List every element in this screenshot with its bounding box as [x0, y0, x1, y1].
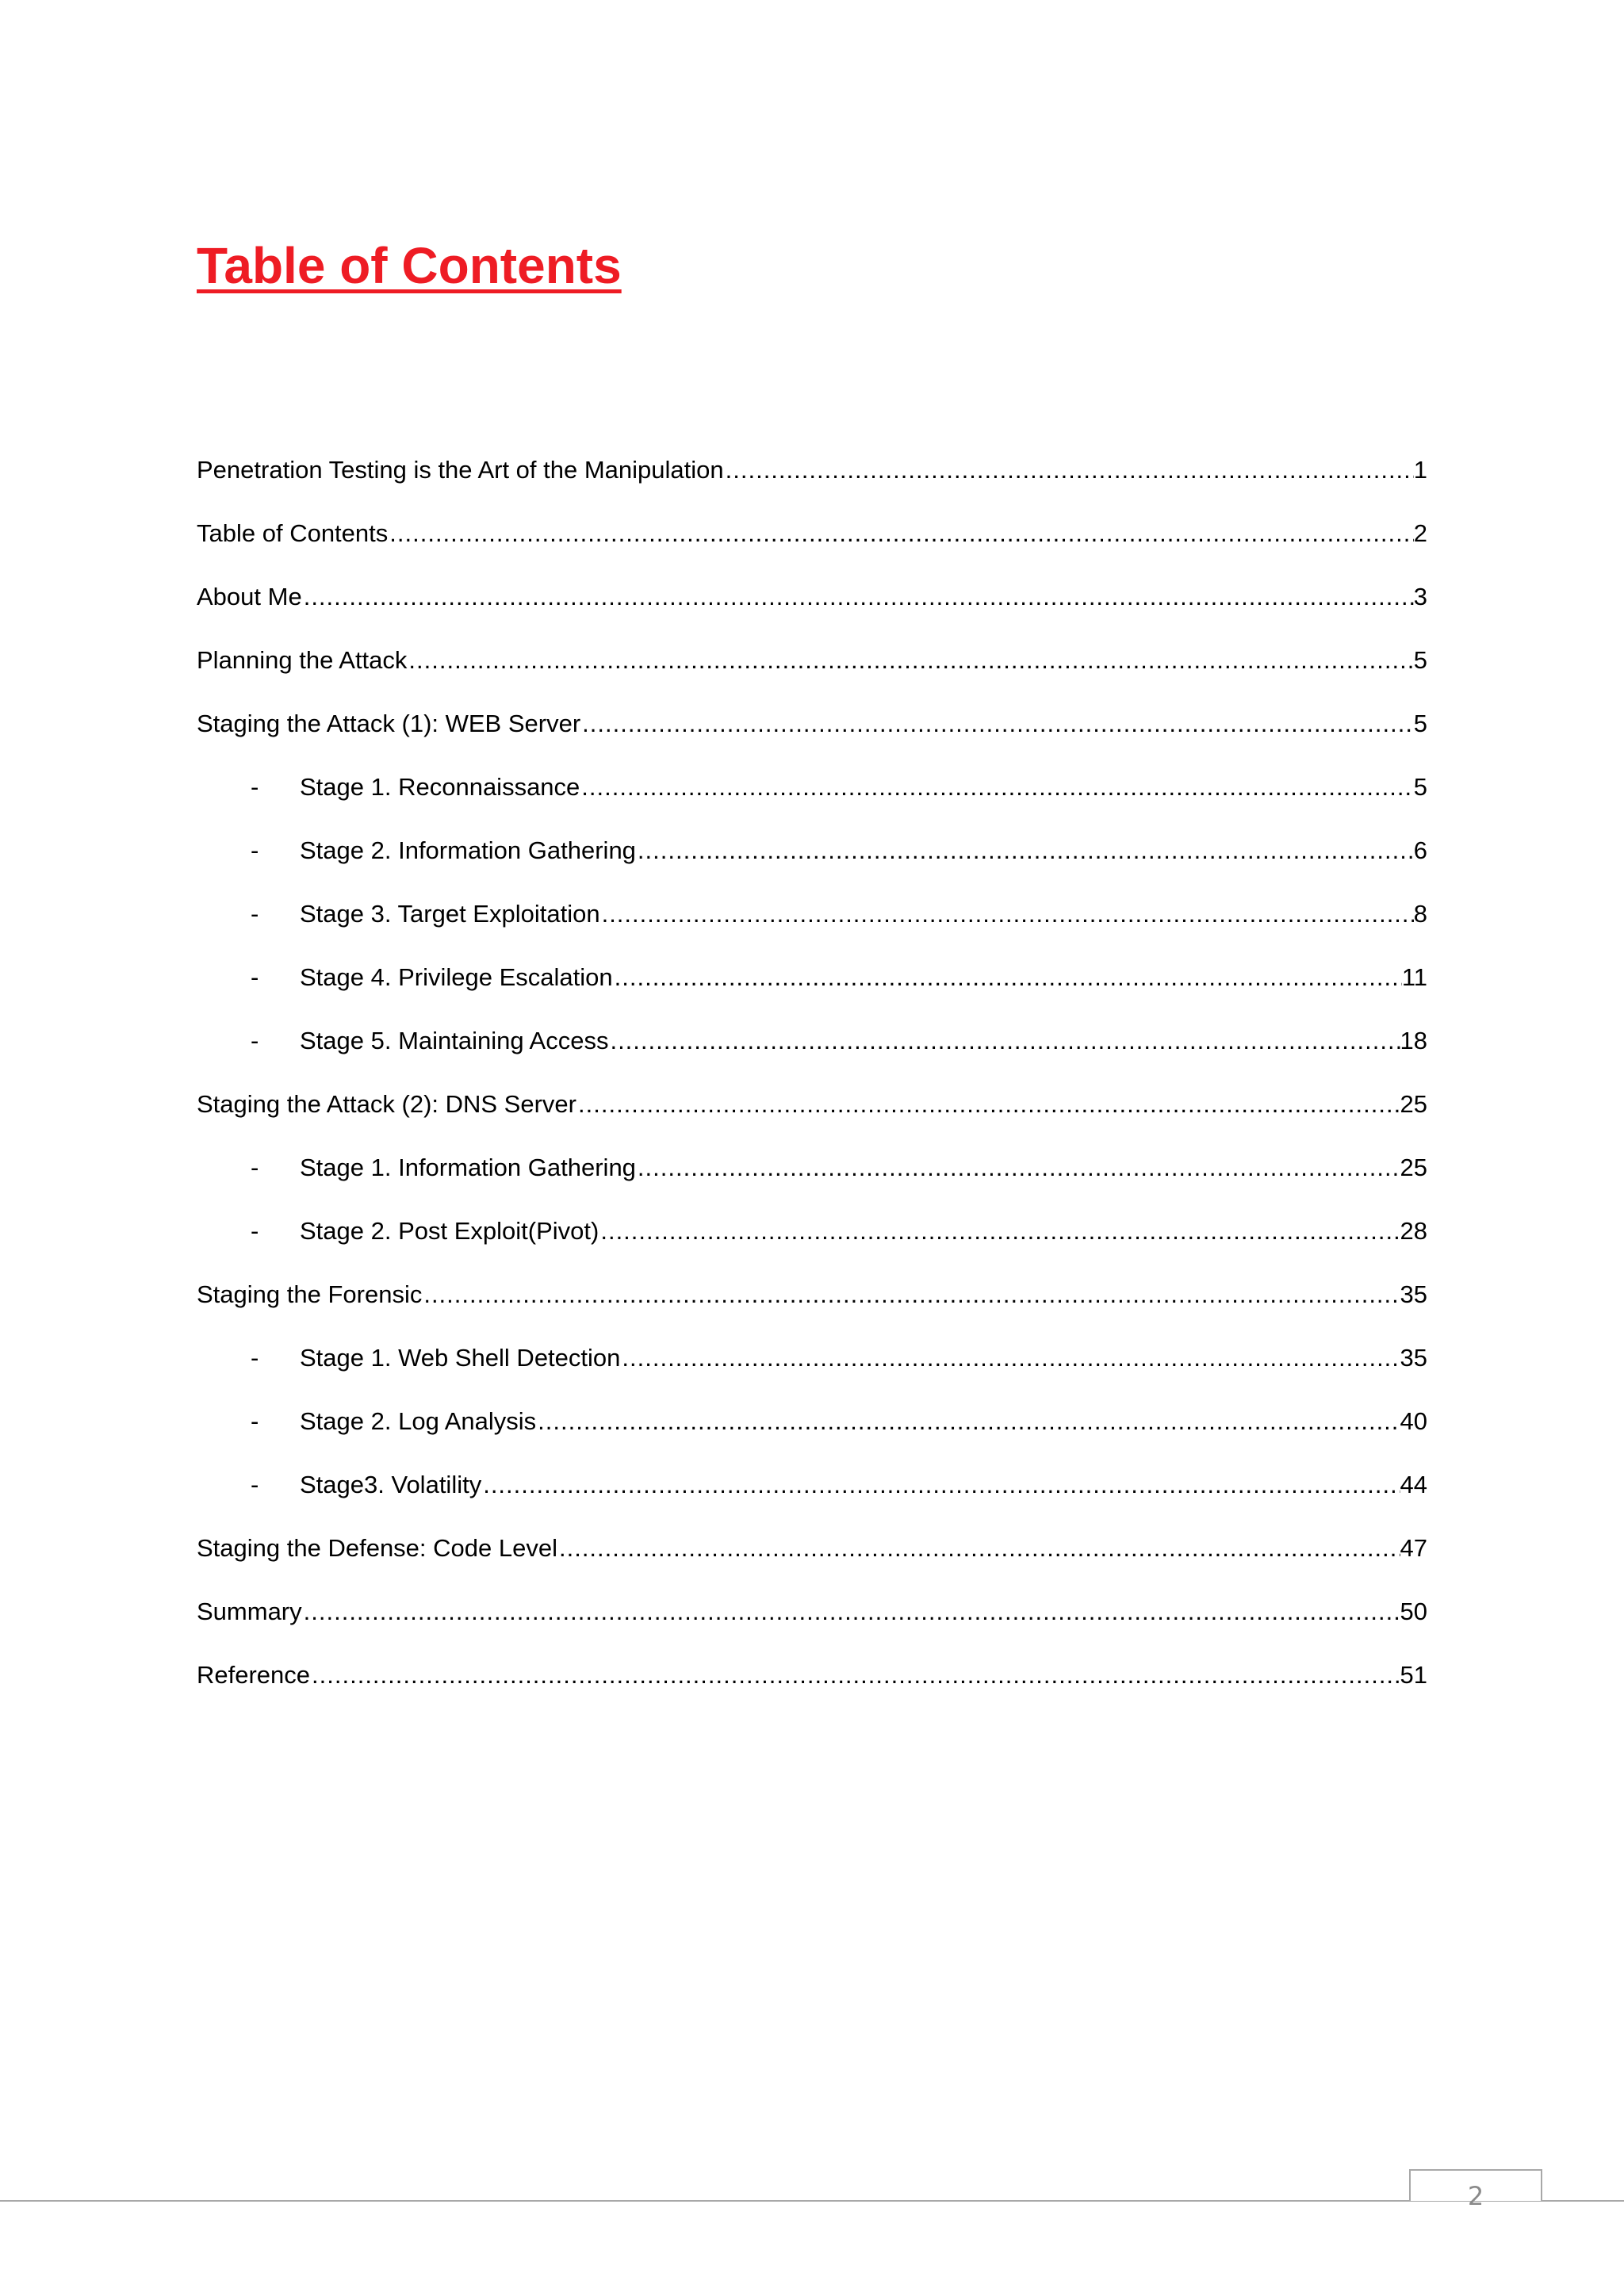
toc-entry-page: 3 [1413, 583, 1427, 610]
toc-dot-leader [600, 894, 1414, 934]
toc-dot-leader [580, 704, 1414, 744]
toc-entry-page: 35 [1400, 1280, 1427, 1308]
page-number: 2 [1467, 2181, 1484, 2211]
toc-entry[interactable] [197, 1655, 1427, 1719]
toc-entry-page: 1 [1413, 456, 1427, 484]
toc-entry-page: 5 [1413, 773, 1427, 801]
toc-entry[interactable] [197, 577, 1427, 641]
toc-entry[interactable] [197, 1465, 1427, 1529]
toc-dot-leader [422, 1275, 1400, 1314]
toc-entry-page: 2 [1413, 519, 1427, 547]
toc-entry-page: 25 [1400, 1154, 1427, 1181]
toc-entry-page: 11 [1401, 963, 1427, 991]
toc-entry-label: Staging the Attack (1): WEB Server [197, 710, 581, 737]
toc-entry-label: Table of Contents [197, 519, 389, 547]
toc-entry-label: Penetration Testing is the Art of the Manipulation [197, 456, 724, 484]
toc-entry-page: 5 [1413, 646, 1427, 674]
table-of-contents [197, 450, 1427, 1719]
toc-entry-page: 25 [1400, 1090, 1427, 1118]
toc-entry-label: About Me [197, 583, 302, 610]
toc-entry[interactable] [197, 1275, 1427, 1338]
toc-entry-page: 35 [1400, 1344, 1427, 1372]
toc-entry[interactable] [197, 767, 1427, 831]
toc-entry-label: Stage 2. Post Exploit(Pivot) [300, 1217, 599, 1245]
toc-entry-label: Stage 5. Maintaining Access [300, 1027, 609, 1054]
toc-entry-page: 5 [1413, 710, 1427, 737]
toc-entry-label: Stage 2. Information Gathering [300, 836, 636, 864]
toc-bullet: - [251, 1407, 259, 1435]
toc-entry[interactable] [197, 1592, 1427, 1655]
toc-entry-label: Staging the Defense: Code Level [197, 1534, 557, 1562]
toc-dot-leader [557, 1529, 1400, 1568]
toc-entry[interactable] [197, 894, 1427, 958]
toc-entry[interactable] [197, 1211, 1427, 1275]
toc-dot-leader [608, 1021, 1400, 1061]
toc-entry-label: Reference [197, 1661, 311, 1689]
toc-entry[interactable] [197, 1021, 1427, 1085]
toc-entry-label: Stage 1. Web Shell Detection [300, 1344, 621, 1372]
toc-entry-page: 28 [1400, 1217, 1427, 1245]
toc-dot-leader [636, 831, 1414, 871]
toc-bullet: - [251, 1217, 259, 1245]
toc-entry[interactable] [197, 1085, 1427, 1148]
toc-dot-leader [576, 1085, 1400, 1124]
toc-dot-leader [302, 577, 1414, 617]
page-title: Table of Contents [197, 237, 622, 294]
toc-dot-leader [724, 450, 1414, 490]
toc-entry-label: Stage 2. Log Analysis [300, 1407, 537, 1435]
toc-entry-label: Summary [197, 1598, 302, 1625]
toc-dot-leader [620, 1338, 1400, 1378]
toc-entry-label: Staging the Attack (2): DNS Server [197, 1090, 576, 1118]
toc-entry[interactable] [197, 1148, 1427, 1211]
toc-entry-page: 8 [1413, 900, 1427, 928]
toc-dot-leader [636, 1148, 1400, 1188]
toc-entry-label: Stage 3. Target Exploitation [300, 900, 600, 928]
toc-bullet: - [251, 1471, 259, 1498]
toc-entry-label: Stage3. Volatility [300, 1471, 482, 1498]
toc-entry[interactable] [197, 831, 1427, 894]
toc-dot-leader [388, 514, 1413, 553]
toc-entry[interactable] [197, 1529, 1427, 1592]
toc-dot-leader [599, 1211, 1400, 1251]
toc-bullet: - [251, 1344, 259, 1372]
footer-rule [0, 2200, 1624, 2202]
toc-entry[interactable] [197, 1402, 1427, 1465]
toc-entry[interactable] [197, 641, 1427, 704]
toc-entry-page: 50 [1400, 1598, 1427, 1625]
toc-entry[interactable] [197, 958, 1427, 1021]
toc-entry-label: Planning the Attack [197, 646, 408, 674]
toc-bullet: - [251, 773, 259, 801]
toc-dot-leader [407, 641, 1413, 680]
toc-bullet: - [251, 836, 259, 864]
toc-entry-page: 51 [1400, 1661, 1427, 1689]
toc-entry-label: Staging the Forensic [197, 1280, 423, 1308]
toc-entry-label: Stage 1. Information Gathering [300, 1154, 636, 1181]
toc-bullet: - [251, 1027, 259, 1054]
toc-entry-label: Stage 4. Privilege Escalation [300, 963, 613, 991]
toc-entry[interactable] [197, 514, 1427, 577]
toc-dot-leader [536, 1402, 1400, 1441]
toc-entry-page: 47 [1400, 1534, 1427, 1562]
toc-entry[interactable] [197, 704, 1427, 767]
toc-entry[interactable] [197, 450, 1427, 514]
toc-dot-leader [310, 1655, 1400, 1695]
toc-bullet: - [251, 963, 259, 991]
toc-dot-leader [613, 958, 1402, 997]
toc-bullet: - [251, 1154, 259, 1181]
toc-dot-leader [481, 1465, 1400, 1505]
toc-dot-leader [580, 767, 1413, 807]
toc-bullet: - [251, 900, 259, 928]
toc-entry[interactable] [197, 1338, 1427, 1402]
toc-entry-page: 40 [1400, 1407, 1427, 1435]
toc-entry-page: 6 [1413, 836, 1427, 864]
toc-entry-label: Stage 1. Reconnaissance [300, 773, 580, 801]
toc-dot-leader [302, 1592, 1400, 1632]
toc-entry-page: 18 [1400, 1027, 1427, 1054]
toc-entry-page: 44 [1400, 1471, 1427, 1498]
